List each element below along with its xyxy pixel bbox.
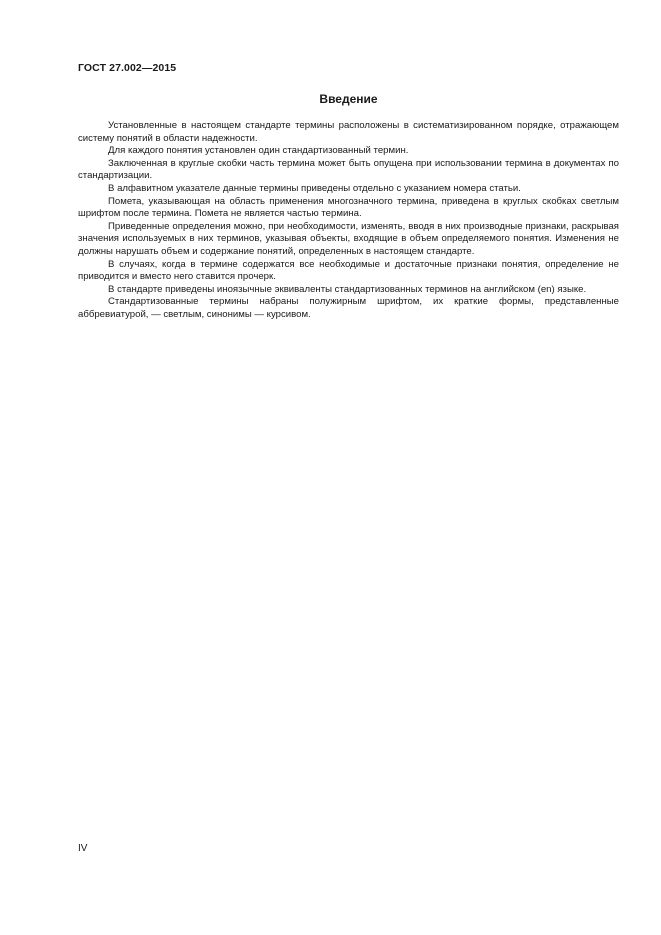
document-code-header: ГОСТ 27.002—2015 bbox=[78, 62, 177, 74]
paragraph: Помета, указывающая на область применения многозначного термина, приведена в круглых скобках светлым шрифтом после термина. Помета не является частью термина. bbox=[78, 195, 619, 220]
paragraph: В алфавитном указателе данные термины приведены отдельно с указанием номера статьи. bbox=[108, 182, 521, 194]
page-number: IV bbox=[78, 843, 88, 854]
paragraph: Заключенная в круглые скобки часть термина может быть опущена при использовании термина в документах по стандартизации. bbox=[78, 157, 619, 182]
paragraph: В стандарте приведены иноязычные эквиваленты стандартизованных терминов на английском (en) языке. bbox=[108, 283, 587, 295]
paragraph: Приведенные определения можно, при необходимости, изменять, вводя в них производные признаки, раскрывая значения используемых в них терминов, указывая объекты, входящие в объем определяемого понятия. Изменения не должны нарушать объем и содержание понятий, определенных в настоящем стандарте. bbox=[78, 220, 619, 257]
introduction-body bbox=[78, 120, 619, 322]
paragraph: В случаях, когда в термине содержатся все необходимые и достаточные признаки понятия, определение не приводится и вместо него ставится прочерк. bbox=[78, 258, 619, 283]
paragraph: Для каждого понятия установлен один стандартизованный термин. bbox=[108, 145, 409, 157]
paragraph: Установленные в настоящем стандарте термины расположены в систематизированном порядке, отражающем систему понятий в области надежности. bbox=[78, 120, 619, 144]
paragraph: Стандартизованные термины набраны полужирным шрифтом, их краткие формы, представленные аббревиатурой, — светлым, синонимы — курсивом. bbox=[78, 296, 619, 320]
section-title: Введение bbox=[319, 92, 378, 106]
